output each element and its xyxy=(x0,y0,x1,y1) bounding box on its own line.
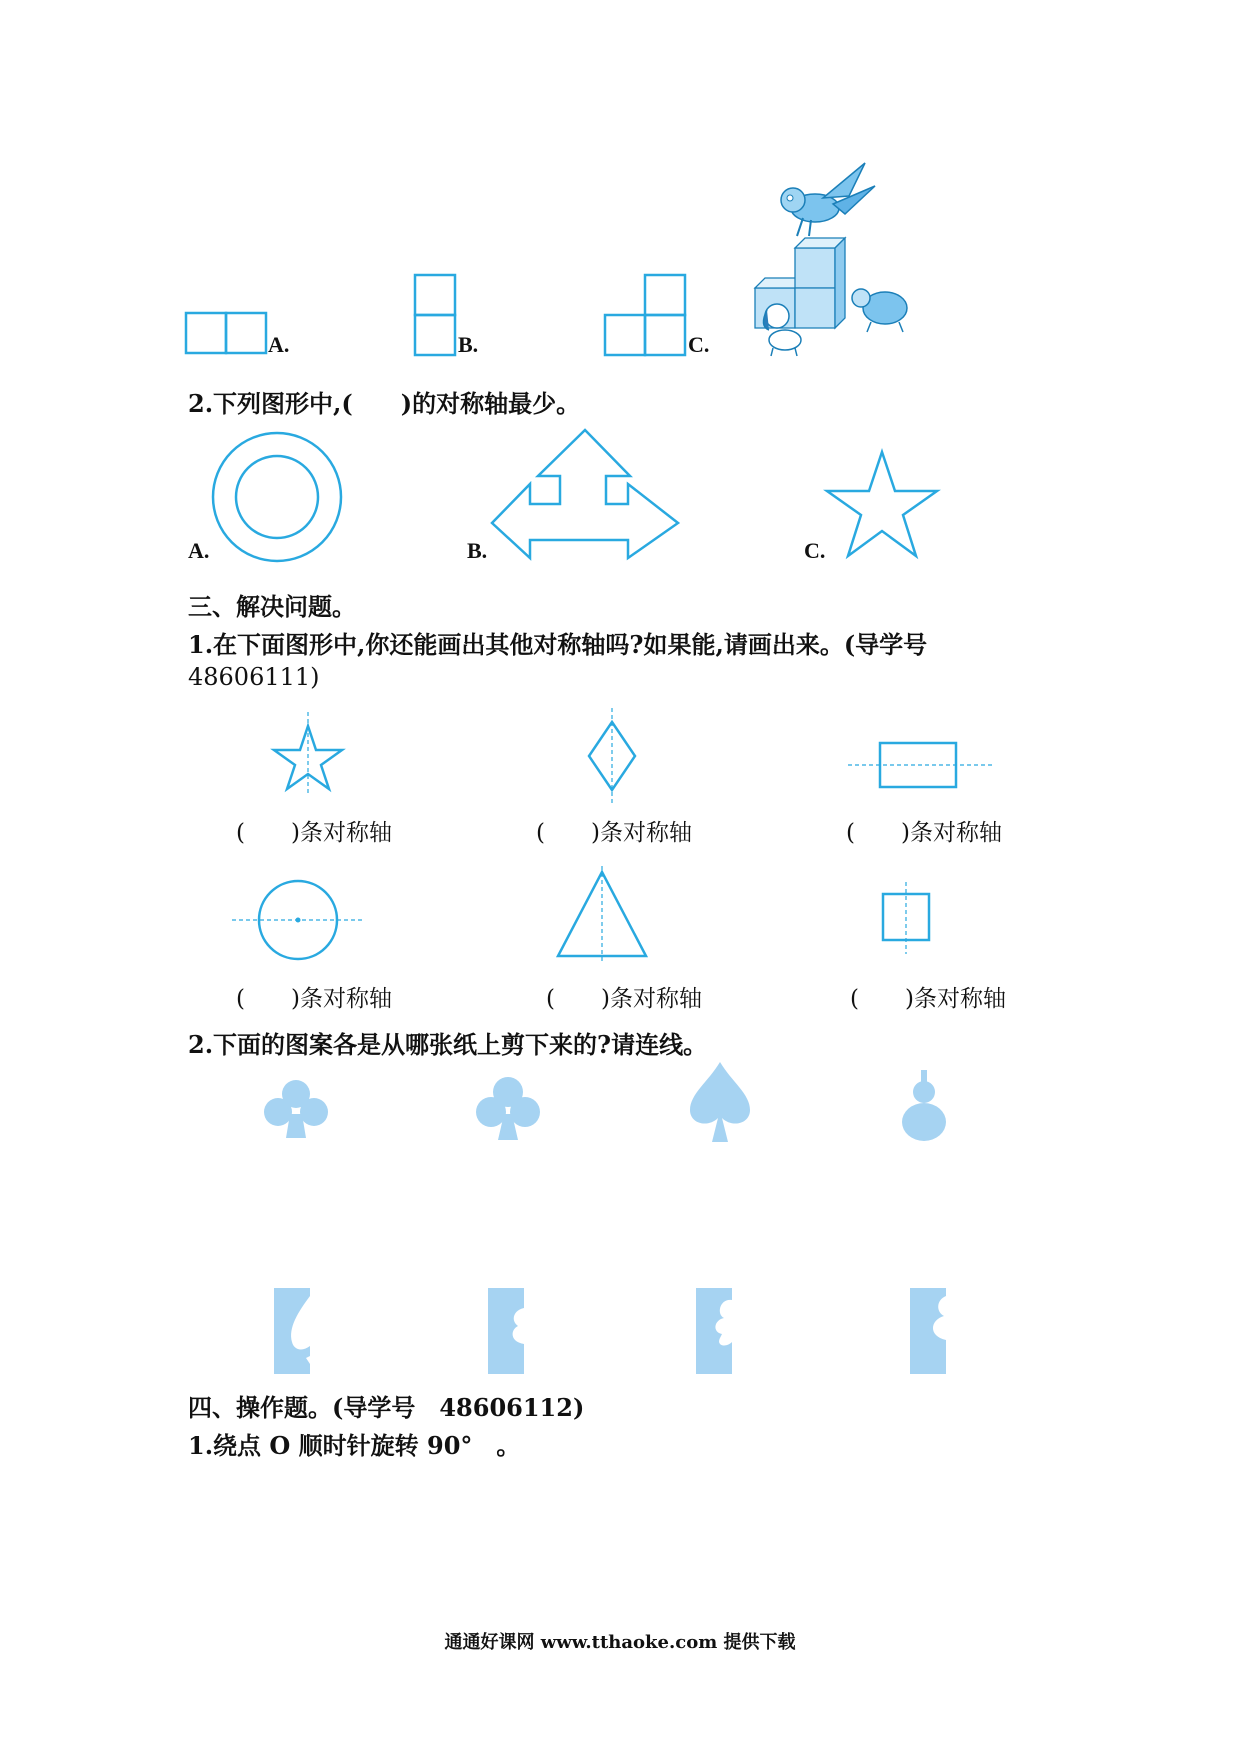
circle-figure xyxy=(230,878,366,962)
folded-paper-3 xyxy=(696,1288,734,1374)
section-3-question-2-text: 2.下面的图案各是从哪张纸上剪下来的?请连线。 xyxy=(188,1030,708,1059)
axis-count-caption-2: ( )条对称轴 xyxy=(536,820,692,846)
section-4-heading: 四、操作题。(导学号 48606112) xyxy=(188,1393,585,1422)
section-3-question-1-text: 1.在下面图形中,你还能画出其他对称轴吗?如果能,请画出来。(导学号 xyxy=(188,630,928,659)
star-figure xyxy=(824,450,940,560)
gourd-shape xyxy=(898,1068,950,1144)
square-figure xyxy=(880,880,932,954)
question-2-text: 2.下列图形中,( )的对称轴最少。 xyxy=(188,389,581,418)
folded-paper-4 xyxy=(910,1288,948,1374)
axis-count-caption-5: ( )条对称轴 xyxy=(546,986,702,1012)
q2-option-c-label: C. xyxy=(804,538,826,563)
club-shape xyxy=(474,1074,542,1142)
q2-option-a-label: A. xyxy=(188,538,210,563)
axis-count-caption-3: ( )条对称轴 xyxy=(846,820,1002,846)
axis-count-caption-1: ( )条对称轴 xyxy=(236,820,392,846)
three-way-arrow-figure xyxy=(490,428,680,560)
trefoil-shape xyxy=(262,1078,330,1140)
view-a-figure xyxy=(185,312,267,354)
axis-count-caption-6: ( )条对称轴 xyxy=(850,986,1006,1012)
triangle-figure xyxy=(555,864,649,964)
folded-paper-1 xyxy=(274,1288,312,1374)
rectangle-figure xyxy=(846,740,994,790)
section-4-question-1-text: 1.绕点 O 顺时针旋转 90° 。 xyxy=(188,1431,521,1460)
view-c-figure xyxy=(604,274,686,356)
section-3-question-1-number: 48606111) xyxy=(188,663,320,691)
bird-icon xyxy=(781,163,875,236)
view-b-figure xyxy=(414,274,456,356)
option-a-label: A. xyxy=(268,332,290,357)
section-3-heading: 三、解决问题。 xyxy=(188,592,356,621)
small-star-figure xyxy=(272,710,344,796)
q2-option-b-label: B. xyxy=(467,538,488,563)
folded-paper-2 xyxy=(488,1288,526,1374)
option-b-label: B. xyxy=(458,332,479,357)
turtle-icon xyxy=(852,289,907,332)
ring-figure xyxy=(210,430,344,564)
page-footer: 通通好课网 www.tthaoke.com 提供下载 xyxy=(444,1632,796,1653)
rhombus-figure xyxy=(586,706,638,806)
axis-count-caption-4: ( )条对称轴 xyxy=(236,986,392,1012)
option-c-label: C. xyxy=(688,332,710,357)
cubes-animals-illustration xyxy=(745,158,920,358)
spade-shape xyxy=(688,1060,752,1144)
